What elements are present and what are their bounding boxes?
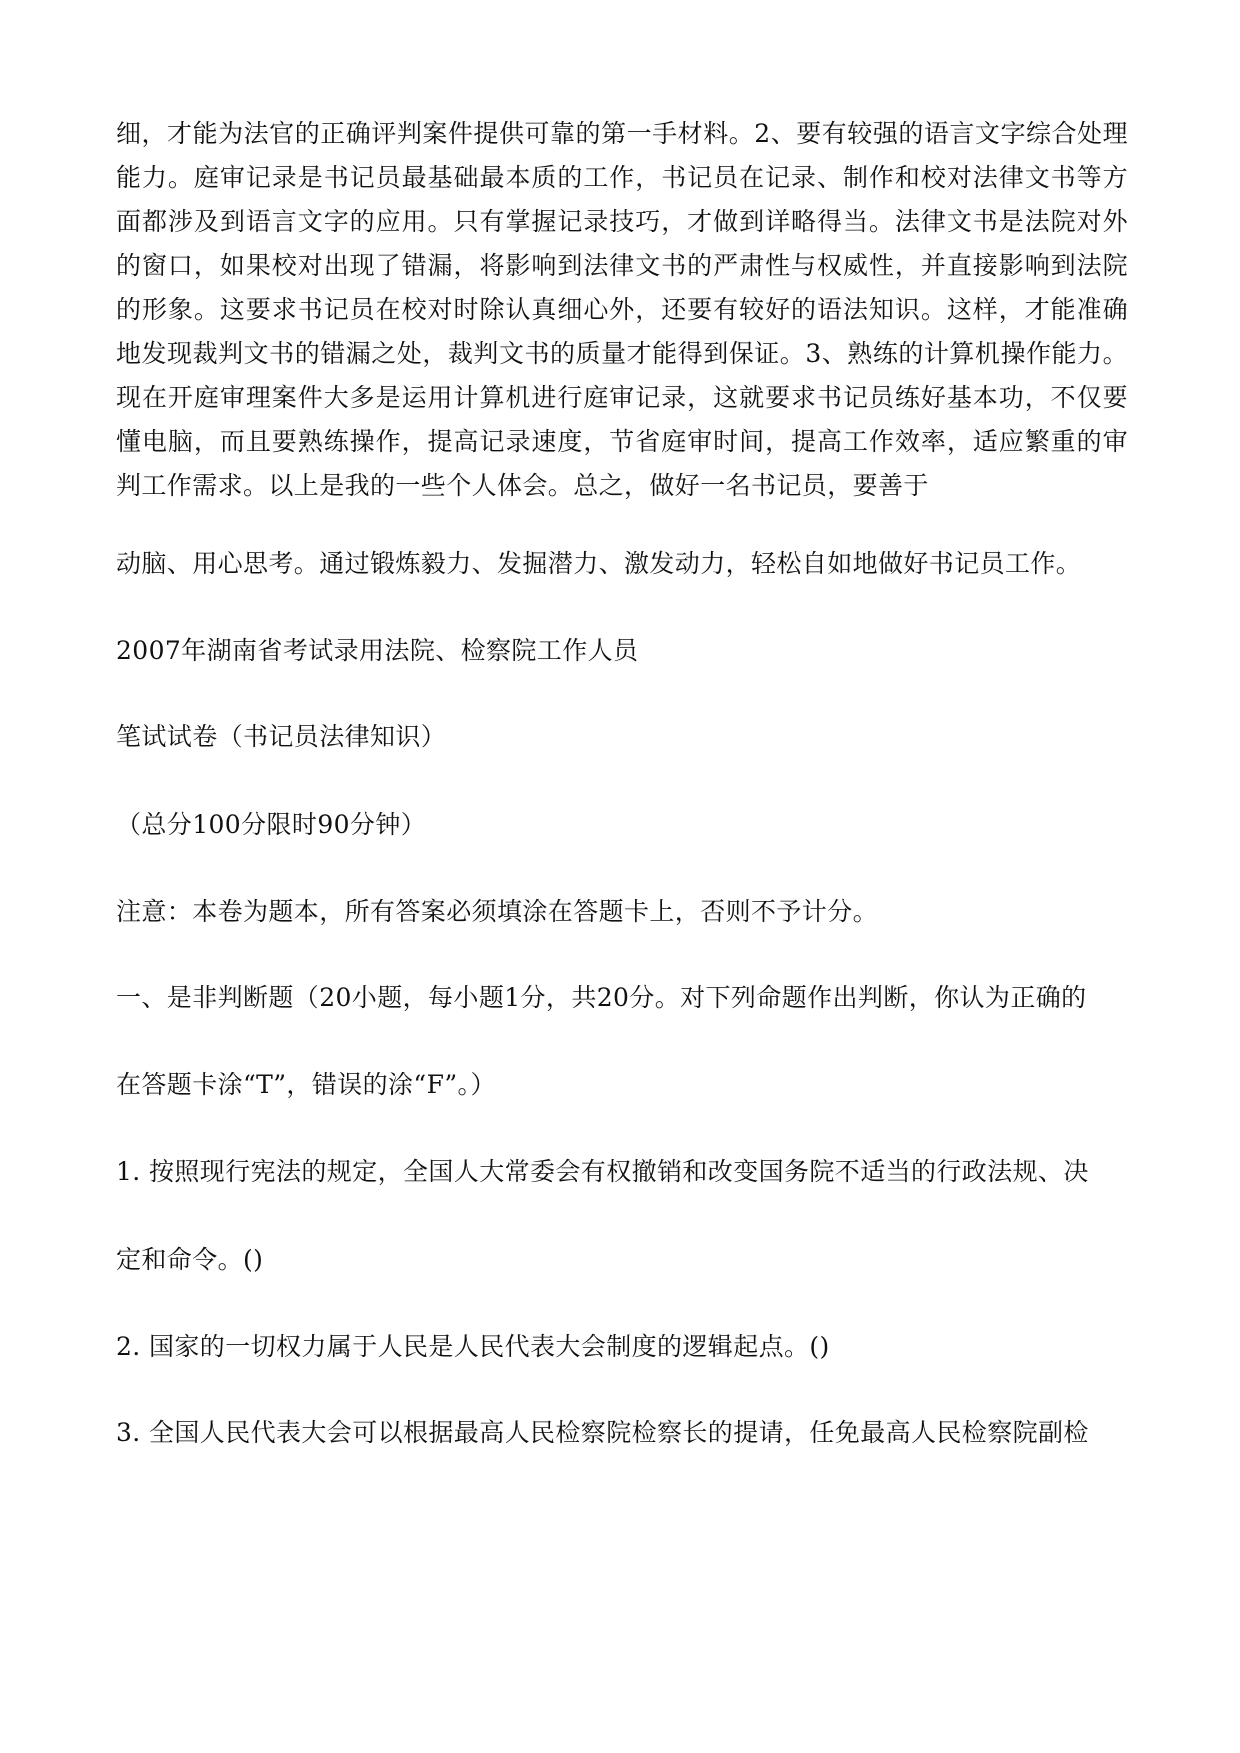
exam-title: 2007年湖南省考试录用法院、检察院工作人员 xyxy=(116,636,639,665)
exam-subtitle: 笔试试卷（书记员法律知识） xyxy=(116,722,447,751)
question-1-line-1: 1. 按照现行宪法的规定，全国人大常委会有权撤销和改变国务院不适当的行政法规、决 xyxy=(116,1157,1089,1186)
notice-line: 注意：本卷为题本，所有答案必须填涂在答题卡上，否则不予计分。 xyxy=(116,897,879,926)
body-paragraph: 细，才能为法官的正确评判案件提供可靠的第一手材料。2、要有较强的语言文字综合处理能力。庭审记录是书记员最基础最本质的工作，书记员在记录、制作和校对法律文书等方面都涉及到语言文字的应用。只有掌握记录技巧，才做到详略得当。法律文书是法院对外的窗口，如果校对出现了错漏，将影响到法律文书的严肃性与权威性，并直接影响到法院的形象。这要求书记员在校对时除认真细心外，还要有较好的语法知识。这样，才能准确地发现裁判文书的错漏之处，裁判文书的质量才能得到保证。3、熟练的计算机操作能力。现在开庭审理案件大多是运用计算机进行庭审记录，这就要求书记员练好基本功，不仅要懂电脑，而且要熟练操作，提高记录速度，节省庭审时间，提高工作效率，适应繁重的审判工作需求。以上是我的一些个人体会。总之，做好一名书记员，要善于 xyxy=(116,119,1128,500)
section-heading-line-2: 在答题卡涂“T”，错误的涂“F”。） xyxy=(116,1070,496,1099)
question-2: 2. 国家的一切权力属于人民是人民代表大会制度的逻辑起点。() xyxy=(116,1332,830,1361)
question-3-line-1: 3. 全国人民代表大会可以根据最高人民检察院检察长的提请，任免最高人民检察院副检 xyxy=(116,1418,1089,1447)
exam-score-info: （总分100分限时90分钟） xyxy=(116,810,427,839)
question-1-line-2: 定和命令。() xyxy=(116,1245,264,1274)
section-heading-line-1: 一、是非判断题（20小题，每小题1分，共20分。对下列命题作出判断，你认为正确的 xyxy=(116,983,1087,1012)
continuation-line: 动脑、用心思考。通过锻炼毅力、发掘潜力、激发动力，轻松自如地做好书记员工作。 xyxy=(116,549,1082,578)
